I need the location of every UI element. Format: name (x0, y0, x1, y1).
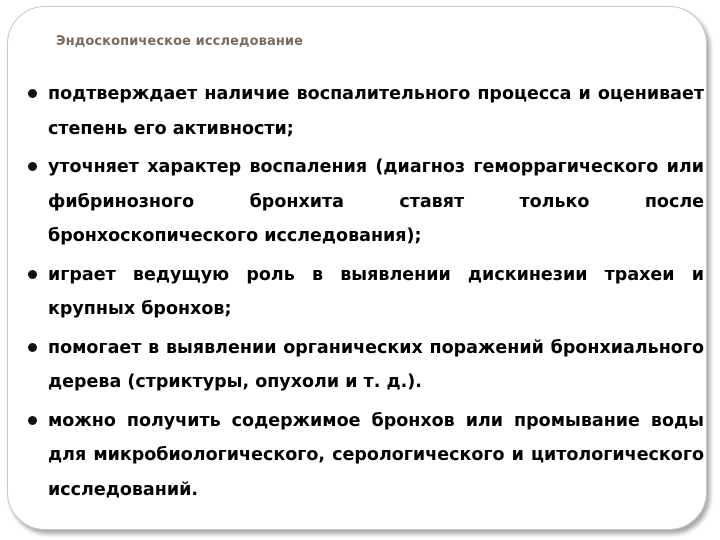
bullet-text: подтверждает наличие воспалительного процесса и оценивает степень его активности; (48, 84, 704, 139)
bullet-list (28, 77, 704, 511)
bullet-text: помогает в выявлении органических поражений бронхиального дерева (стриктуры, опухоли и т. д.). (48, 337, 704, 392)
bullet-item-2 (28, 150, 704, 254)
slide-card (7, 6, 707, 530)
bullet-text: уточняет характер воспаления (диагноз геморрагического или фибринозного бронхита ставят только после бронхоскопического исследования); (48, 157, 704, 246)
bullet-dot-icon (28, 89, 37, 98)
slide-title: Эндоскопическое исследование (56, 34, 304, 49)
bullet-text: играет ведущую роль в выявлении дискинезии трахеи и крупных бронхов; (48, 264, 704, 319)
bullet-item-5 (28, 404, 704, 508)
bullet-item-3 (28, 258, 704, 327)
bullet-item-4 (28, 331, 704, 400)
bullet-text: можно получить содержимое бронхов или промывание воды для микробиологического, серологического и цитологического исследований. (48, 410, 704, 500)
bullet-dot-icon (28, 343, 37, 352)
bullet-item-1 (28, 77, 704, 146)
bullet-dot-icon (28, 416, 37, 425)
bullet-dot-icon (28, 270, 37, 279)
bullet-dot-icon (28, 162, 37, 171)
